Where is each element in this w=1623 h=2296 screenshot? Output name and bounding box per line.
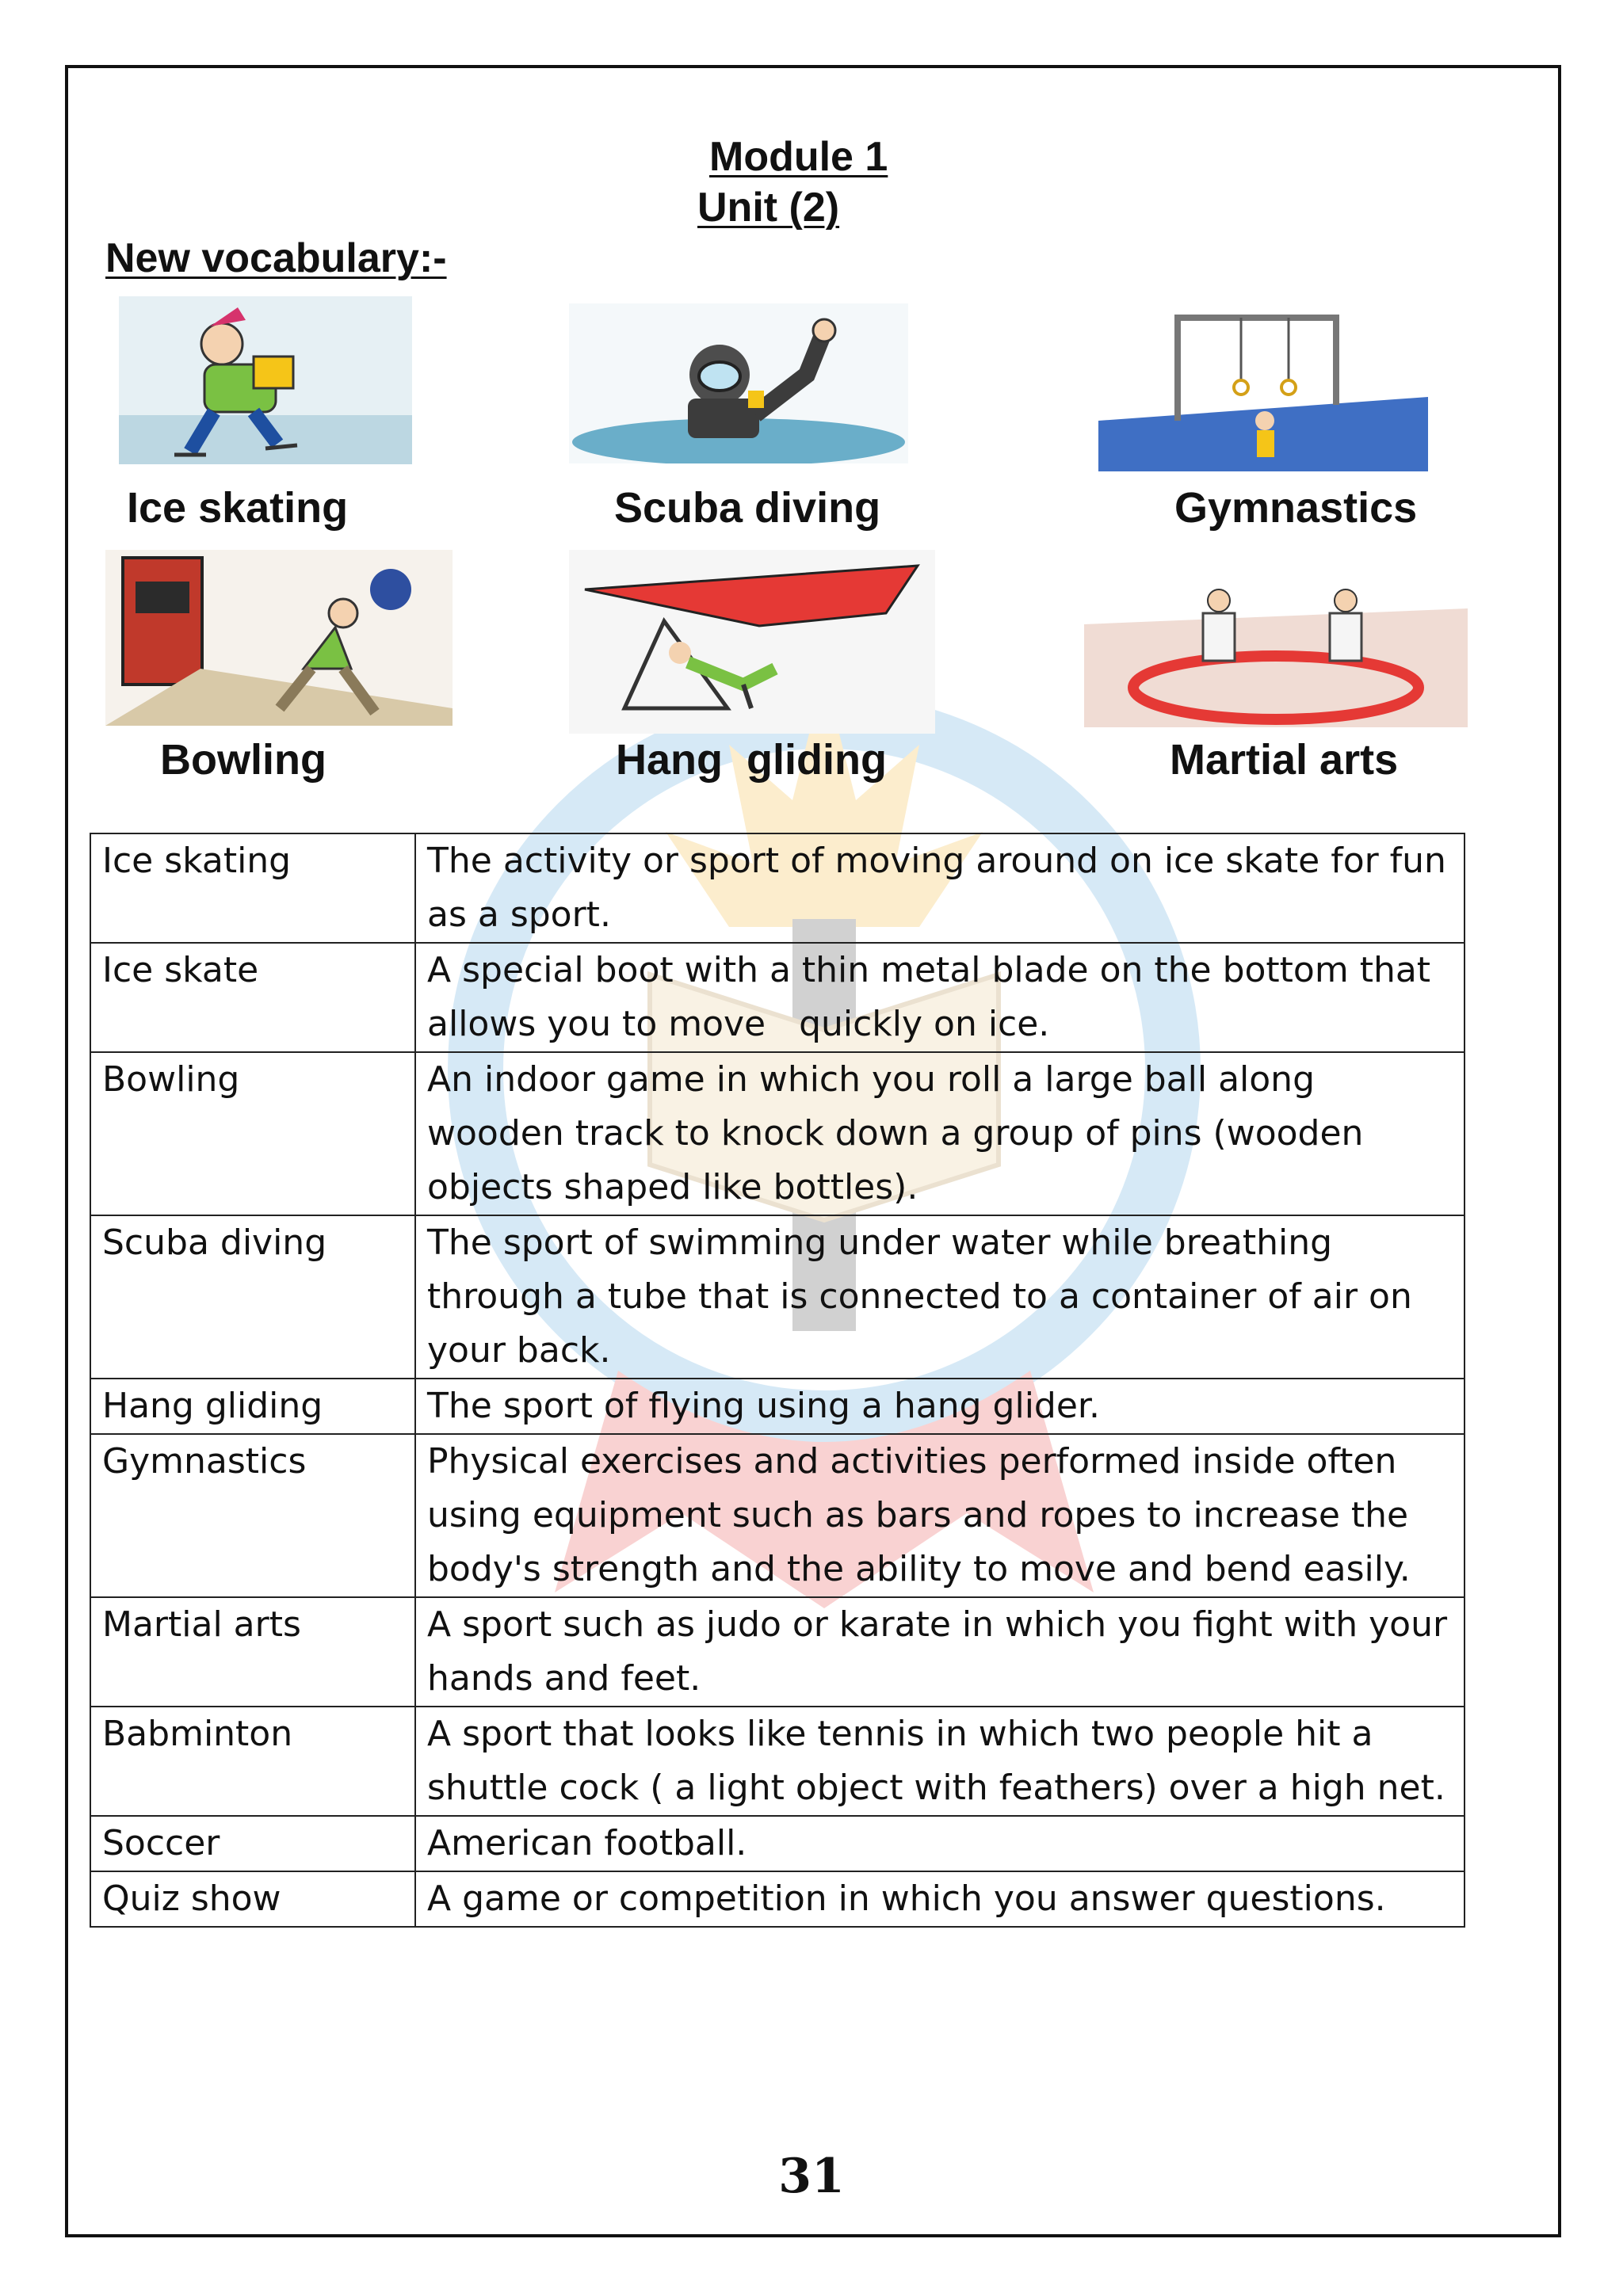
gymnastics-rings-picture xyxy=(1098,302,1428,471)
table-row xyxy=(90,943,1465,1052)
unit-title: Unit (2) xyxy=(697,185,840,231)
definition-cell: An indoor game in which you roll a large ball along wooden track to knock down a group of pins (wooden objects shaped like bottles). xyxy=(415,1052,1465,1215)
table-row xyxy=(90,1816,1465,1871)
ice-skater-picture xyxy=(119,296,412,464)
martial-arts-picture xyxy=(1084,569,1468,727)
term-cell: Soccer xyxy=(90,1816,415,1871)
scuba-diver-picture xyxy=(569,303,908,463)
caption-scuba-diving: Scuba diving xyxy=(614,484,881,532)
caption-martial-arts: Martial arts xyxy=(1170,736,1399,784)
definition-cell: A special boot with a thin metal blade on the bottom that allows you to move quickly on ice. xyxy=(415,943,1465,1052)
definition-cell: The sport of swimming under water while breathing through a tube that is connected to a container of air on your back. xyxy=(415,1215,1465,1379)
table-row xyxy=(90,1215,1465,1379)
page-number: 31 xyxy=(778,2149,845,2204)
definition-cell: Physical exercises and activities performed inside often using equipment such as bars and ropes to increase the body's strength and the ability to move and bend easily. xyxy=(415,1434,1465,1597)
table-row xyxy=(90,1871,1465,1927)
module-title: Module 1 xyxy=(709,134,888,180)
term-cell: Bowling xyxy=(90,1052,415,1215)
table-row xyxy=(90,1707,1465,1816)
term-cell: Ice skating xyxy=(90,833,415,943)
definition-cell: The activity or sport of moving around on ice skate for fun as a sport. xyxy=(415,833,1465,943)
vocabulary-table xyxy=(90,833,1465,1928)
term-cell: Quiz show xyxy=(90,1871,415,1927)
term-cell: Martial arts xyxy=(90,1597,415,1707)
bowling-player-picture xyxy=(105,550,453,726)
table-row xyxy=(90,1052,1465,1215)
term-cell: Gymnastics xyxy=(90,1434,415,1597)
definition-cell: A sport such as judo or karate in which you fight with your hands and feet. xyxy=(415,1597,1465,1707)
hang-glider-picture xyxy=(569,550,935,734)
table-row xyxy=(90,1379,1465,1434)
term-cell: Scuba diving xyxy=(90,1215,415,1379)
term-cell: Babminton xyxy=(90,1707,415,1816)
definition-cell: A game or competition in which you answer questions. xyxy=(415,1871,1465,1927)
table-row xyxy=(90,1597,1465,1707)
table-row xyxy=(90,833,1465,943)
caption-hang-gliding: Hang gliding xyxy=(616,736,887,784)
term-cell: Ice skate xyxy=(90,943,415,1052)
definition-cell: A sport that looks like tennis in which two people hit a shuttle cock ( a light object with feathers) over a high net. xyxy=(415,1707,1465,1816)
term-cell: Hang gliding xyxy=(90,1379,415,1434)
definition-cell: American football. xyxy=(415,1816,1465,1871)
definition-cell: The sport of flying using a hang glider. xyxy=(415,1379,1465,1434)
caption-ice-skating: Ice skating xyxy=(127,484,349,532)
caption-bowling: Bowling xyxy=(160,736,327,784)
table-row xyxy=(90,1434,1465,1597)
section-title: New vocabulary:- xyxy=(105,235,447,281)
caption-gymnastics: Gymnastics xyxy=(1174,484,1418,532)
